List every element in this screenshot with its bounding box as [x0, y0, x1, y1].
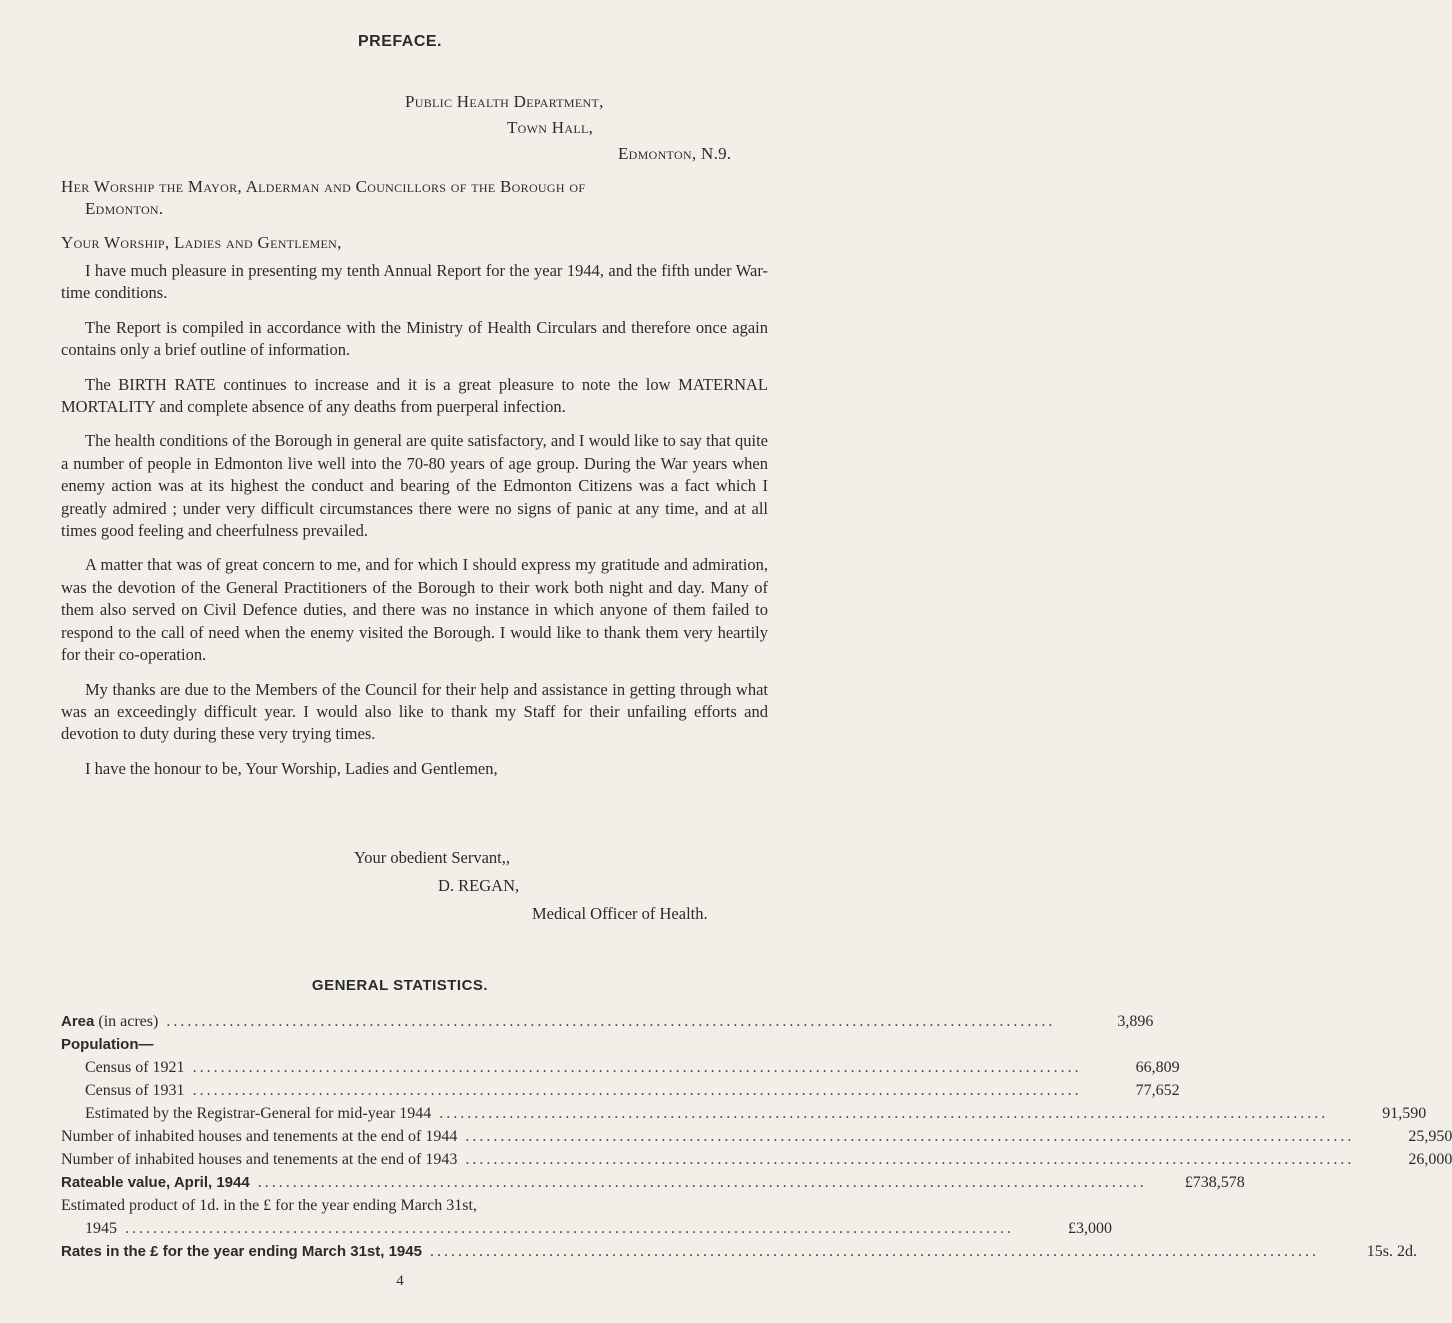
houses-1944-label: Number of inhabited houses and tenements at the end of 1944 [61, 1128, 458, 1145]
paragraph-1: I have much pleasure in presenting my tenth Annual Report for the year 1944, and the fifth under War-time conditions. [61, 261, 768, 303]
houses-1944-value: 25,950 [1408, 1128, 1452, 1145]
stats-row-rates [61, 1243, 1417, 1266]
leader-dots: ............................................................................................................................... [192, 1082, 1082, 1099]
estimated-value: 91,590 [1382, 1105, 1427, 1122]
rates-value: 15s. 2d. [1366, 1243, 1417, 1260]
address-line-edmonton: Edmonton, N.9. [618, 144, 732, 163]
estimated-label: Estimated by the Registrar-General for mid-year 1944 [85, 1105, 432, 1122]
stats-row-area [61, 1013, 1154, 1036]
addressee [61, 176, 771, 220]
preface-body [61, 260, 768, 792]
paragraph-2: The Report is compiled in accordance with the Ministry of Health Circulars and therefore once again contains only a brief outline of information. [61, 317, 768, 360]
product-label-line-1: Estimated product of 1d. in the £ for the year ending March 31st, [61, 1197, 477, 1214]
address-line-town-hall: Town Hall, [507, 118, 594, 137]
rateable-value: £738,578 [1184, 1174, 1245, 1191]
paragraph-6: My thanks are due to the Members of the Council for their help and assistance in getting through what was an exceedingly difficult year. I would also like to thank my Staff for their unfailing efforts and devotion to duty during these very trying times. [61, 679, 768, 744]
leader-dots: ............................................................................................................................... [192, 1059, 1082, 1076]
paragraph-3: The BIRTH RATE continues to increase and it is a great pleasure to note the low MATERNAL MORTALITY and complete absence of any deaths from puerperal infection. [61, 374, 768, 417]
census-1921-value: 66,809 [1135, 1059, 1180, 1076]
leader-dots: ............................................................................................................................... [439, 1105, 1329, 1122]
census-1931-label: Census of 1931 [85, 1082, 185, 1099]
rates-label: Rates in the £ for the year ending March 31st, 1945 [61, 1243, 422, 1260]
population-label: Population— [61, 1036, 154, 1053]
rateable-label: Rateable value, April, 1944 [61, 1174, 250, 1191]
leader-dots: ............................................................................................................................... [166, 1013, 1056, 1030]
stats-row-rateable [61, 1174, 1245, 1197]
leader-dots: ............................................................................................................................... [465, 1128, 1355, 1145]
census-1931-value: 77,652 [1135, 1082, 1180, 1099]
salutation: Your Worship, Ladies and Gentlemen, [61, 233, 342, 252]
paragraph-4: The health conditions of the Borough in general are quite satisfactory, and I would like to say that quite a number of people in Edmonton live well into the 70-80 years of age group. During the War years when enemy action was at its highest the conduct and bearing of the Edmonton Citizens was a fact which I greatly admired ; under very difficult circumstances there were no signs of panic at any time, and at all times good feeling and cheerfulness prevailed. [61, 431, 768, 541]
addressee-line-2: Edmonton. [85, 199, 164, 218]
leader-dots: ............................................................................................................................... [465, 1151, 1355, 1168]
census-1921-label: Census of 1921 [85, 1059, 185, 1076]
stats-row-census-1931 [61, 1082, 1180, 1105]
stats-row-houses-1944 [61, 1128, 1452, 1151]
leader-dots: ............................................................................................................................... [125, 1220, 1014, 1237]
general-statistics-table [61, 1013, 1452, 1266]
stats-row-houses-1943 [61, 1151, 1452, 1174]
page-number: 4 [396, 1273, 404, 1289]
product-value: £3,000 [1068, 1220, 1112, 1237]
signoff: Your obedient Servant,, [354, 848, 510, 867]
leader-dots: ............................................................................................................................... [257, 1174, 1147, 1191]
area-value: 3,896 [1117, 1013, 1154, 1030]
closing-line: I have the honour to be, Your Worship, Ladies and Gentlemen, [85, 758, 498, 778]
houses-1943-label: Number of inhabited houses and tenements at the end of 1943 [61, 1151, 458, 1168]
signatory-title: Medical Officer of Health. [532, 904, 708, 923]
stats-title: GENERAL STATISTICS. [311, 977, 489, 994]
stats-row-census-1921 [61, 1059, 1180, 1082]
stats-row-product-line-1 [61, 1197, 771, 1220]
paragraph-5: A matter that was of great concern to me, and for which I should express my gratitude and admiration, was the devotion of the General Practitioners of the Borough to their work both night and day. Many of them also served on Civil Defence duties, and there was no instance in which anyone of them failed to respond to the call of need when the enemy visited the Borough. I would like to thank them very heartily for their co-operation. [61, 555, 768, 665]
address-line-department: Public Health Department, [405, 92, 604, 111]
preface-title: PREFACE. [357, 33, 442, 50]
area-label: Area (in acres) [61, 1013, 159, 1030]
leader-dots: ............................................................................................................................... [429, 1243, 1319, 1260]
addressee-line-1: Her Worship the Mayor, Alderman and Councillors of the Borough of [61, 177, 586, 196]
stats-row-estimated [61, 1105, 1427, 1128]
houses-1943-value: 26,000 [1408, 1151, 1452, 1168]
stats-row-product-line-2 [61, 1220, 1112, 1243]
stats-row-population [61, 1036, 771, 1059]
product-label-line-2: 1945 [85, 1220, 117, 1237]
signatory-name: D. REGAN, [438, 876, 520, 895]
